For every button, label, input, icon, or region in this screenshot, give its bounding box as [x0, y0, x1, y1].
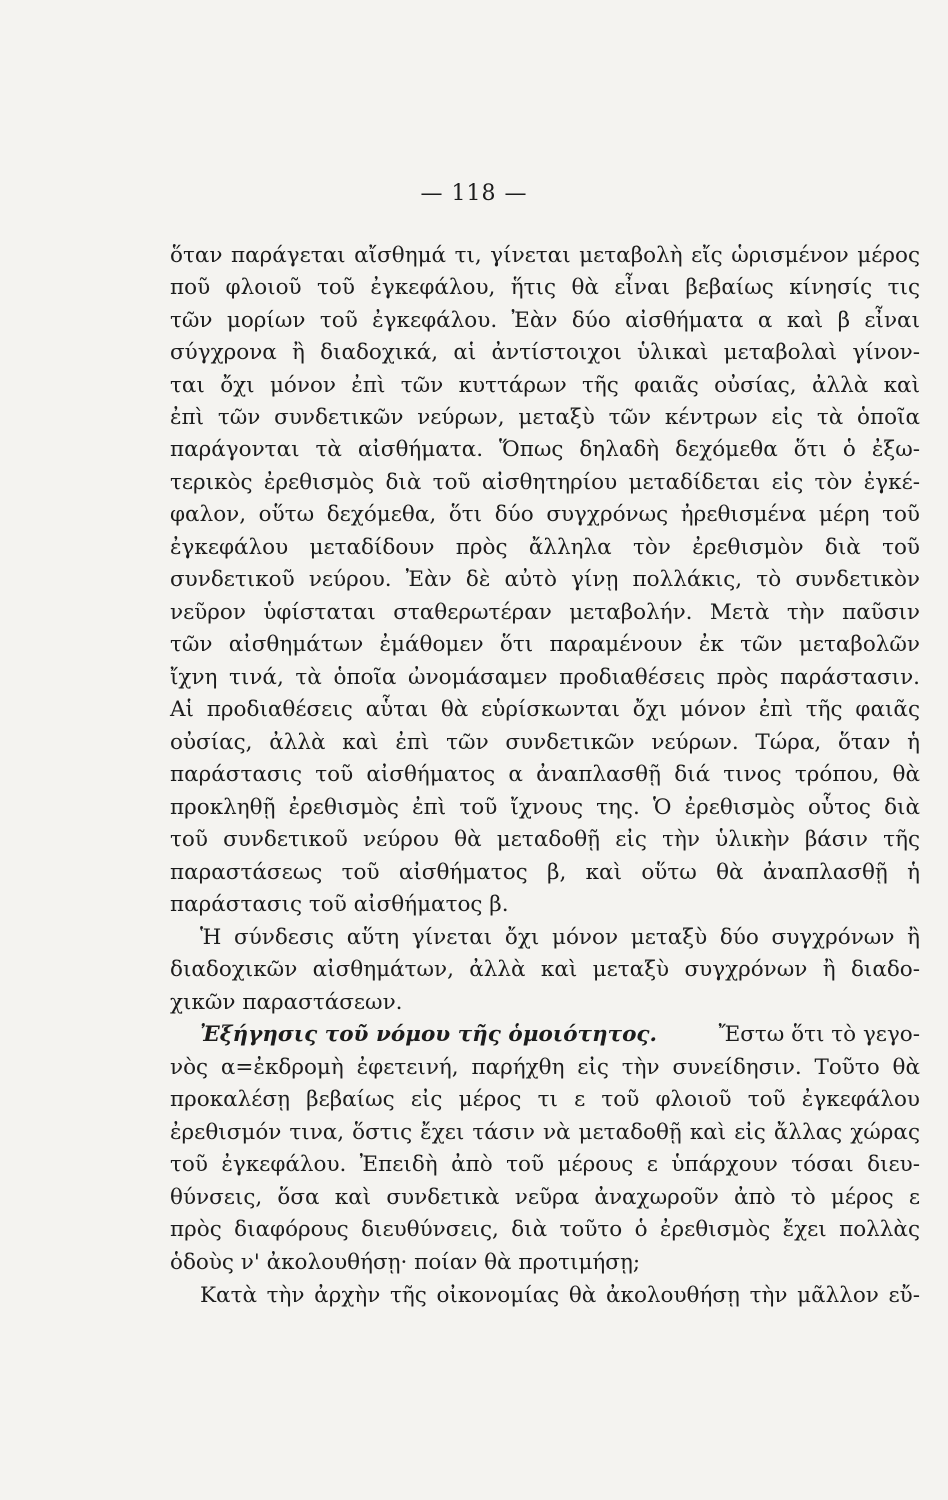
text-line: παράγονται τὰ αἰσθήματα. Ὅπως δηλαδὴ δεχόμεθα ὅτι ὁ ἐξω-: [170, 437, 920, 462]
text-line: ται ὄχι μόνον ἐπὶ τῶν κυττάρων τῆς φαιᾶς οὐσίας, ἀλλὰ καὶ: [170, 373, 920, 398]
text-line: σύγχρονα ἢ διαδοχικά, αἱ ἀντίστοιχοι ὑλικαὶ μεταβολαὶ γίνον-: [170, 340, 920, 365]
text-line: φαλον, οὕτω δεχόμεθα, ὅτι δύο συγχρόνως ἠρεθισμένα μέρη τοῦ: [170, 502, 920, 527]
text-line: παραστάσεως τοῦ αἰσθήματος β, καὶ οὕτω θὰ ἀναπλασθῇ ἡ: [170, 860, 920, 885]
text-fragment: Ἔστω ὅτι τὸ γεγο-: [718, 1022, 920, 1047]
text-line: νὸς α=ἐκδρομὴ ἐφετεινή, παρήχθη εἰς τὴν συνείδησιν. Τοῦτο θὰ: [170, 1055, 920, 1080]
text-line: ἐπὶ τῶν συνδετικῶν νεύρων, μεταξὺ τῶν κέντρων εἰς τὰ ὁποῖα: [170, 405, 920, 430]
text-line: διαδοχικῶν αἰσθημάτων, ἀλλὰ καὶ μεταξὺ συγχρόνων ἢ διαδο-: [170, 957, 920, 982]
text-line: παράστασις τοῦ αἰσθήματος α ἀναπλασθῇ διά τινος τρόπου, θὰ: [170, 762, 920, 787]
text-line: Κατὰ τὴν ἀρχὴν τῆς οἰκονομίας θὰ ἀκολουθήσῃ τὴν μᾶλλον εὔ-: [200, 1283, 920, 1308]
text-line: προκαλέσῃ βεβαίως εἰς μέρος τι ε τοῦ φλοιοῦ τοῦ ἐγκεφάλου: [170, 1087, 920, 1112]
page-number: — 118 —: [420, 181, 528, 206]
text-line: ἴχνη τινά, τὰ ὁποῖα ὠνομάσαμεν προδιαθέσεις πρὸς παράστασιν.: [170, 665, 920, 690]
text-line: τῶν μορίων τοῦ ἐγκεφάλου. Ἐὰν δύο αἰσθήματα α καὶ β εἶναι: [170, 308, 920, 333]
text-line: Ἡ σύνδεσις αὕτη γίνεται ὄχι μόνον μεταξὺ δύο συγχρόνων ἢ: [200, 925, 920, 950]
text-line: οὐσίας, ἀλλὰ καὶ ἐπὶ τῶν συνδετικῶν νεύρων. Τώρα, ὅταν ἡ: [170, 730, 920, 755]
text-line: πρὸς διαφόρους διευθύνσεις, διὰ τοῦτο ὁ ἐρεθισμὸς ἔχει πολλὰς: [170, 1217, 920, 1242]
text-line: τερικὸς ἐρεθισμὸς διὰ τοῦ αἰσθητηρίου μεταδίδεται εἰς τὸν ἐγκέ-: [170, 470, 920, 495]
text-line: θύνσεις, ὅσα καὶ συνδετικὰ νεῦρα ἀναχωροῦν ἀπὸ τὸ μέρος ε: [170, 1185, 920, 1210]
text-line: τοῦ συνδετικοῦ νεύρου θὰ μεταδοθῇ εἰς τὴν ὑλικὴν βάσιν τῆς: [170, 827, 920, 852]
text-line: συνδετικοῦ νεύρου. Ἐὰν δὲ αὐτὸ γίνῃ πολλάκις, τὸ συνδετικὸν: [170, 567, 920, 592]
section-heading: Ἐξήγησις τοῦ νόμου τῆς ὁμοιότητος.: [200, 1022, 658, 1047]
text-line: ἐρεθισμόν τινα, ὅστις ἔχει τάσιν νὰ μεταδοθῇ καὶ εἰς ἄλλας χώρας: [170, 1120, 920, 1145]
text-line: ὁδοὺς ν' ἀκολουθήσῃ· ποίαν θὰ προτιμήσῃ;: [170, 1250, 641, 1275]
text-line: Αἱ προδιαθέσεις αὗται θὰ εὑρίσκωνται ὄχι μόνον ἐπὶ τῆς φαιᾶς: [170, 697, 920, 722]
text-line: προκληθῇ ἐρεθισμὸς ἐπὶ τοῦ ἴχνους της. Ὁ ἐρεθισμὸς οὗτος διὰ: [170, 795, 920, 820]
text-line: ὅταν παράγεται αἴσθημά τι, γίνεται μεταβολὴ εἴς ὡρισμένον μέρος: [170, 243, 920, 268]
text-line: τοῦ ἐγκεφάλου. Ἐπειδὴ ἀπὸ τοῦ μέρους ε ὑπάρχουν τόσαι διευ-: [170, 1152, 920, 1177]
text-line: ποῦ φλοιοῦ τοῦ ἐγκεφάλου, ἥτις θὰ εἶναι βεβαίως κίνησίς τις: [170, 275, 920, 300]
text-line: παράστασις τοῦ αἰσθήματος β.: [170, 892, 509, 917]
text-line: χικῶν παραστάσεων.: [170, 990, 403, 1015]
text-line: ἐγκεφάλου μεταδίδουν πρὸς ἄλληλα τὸν ἐρεθισμὸν διὰ τοῦ: [170, 535, 920, 560]
section-line: [200, 1019, 920, 1051]
text-line: νεῦρον ὑφίσταται σταθερωτέραν μεταβολήν. Μετὰ τὴν παῦσιν: [170, 600, 920, 625]
text-line: τῶν αἰσθημάτων ἐμάθομεν ὅτι παραμένουν ἐκ τῶν μεταβολῶν: [170, 632, 920, 657]
